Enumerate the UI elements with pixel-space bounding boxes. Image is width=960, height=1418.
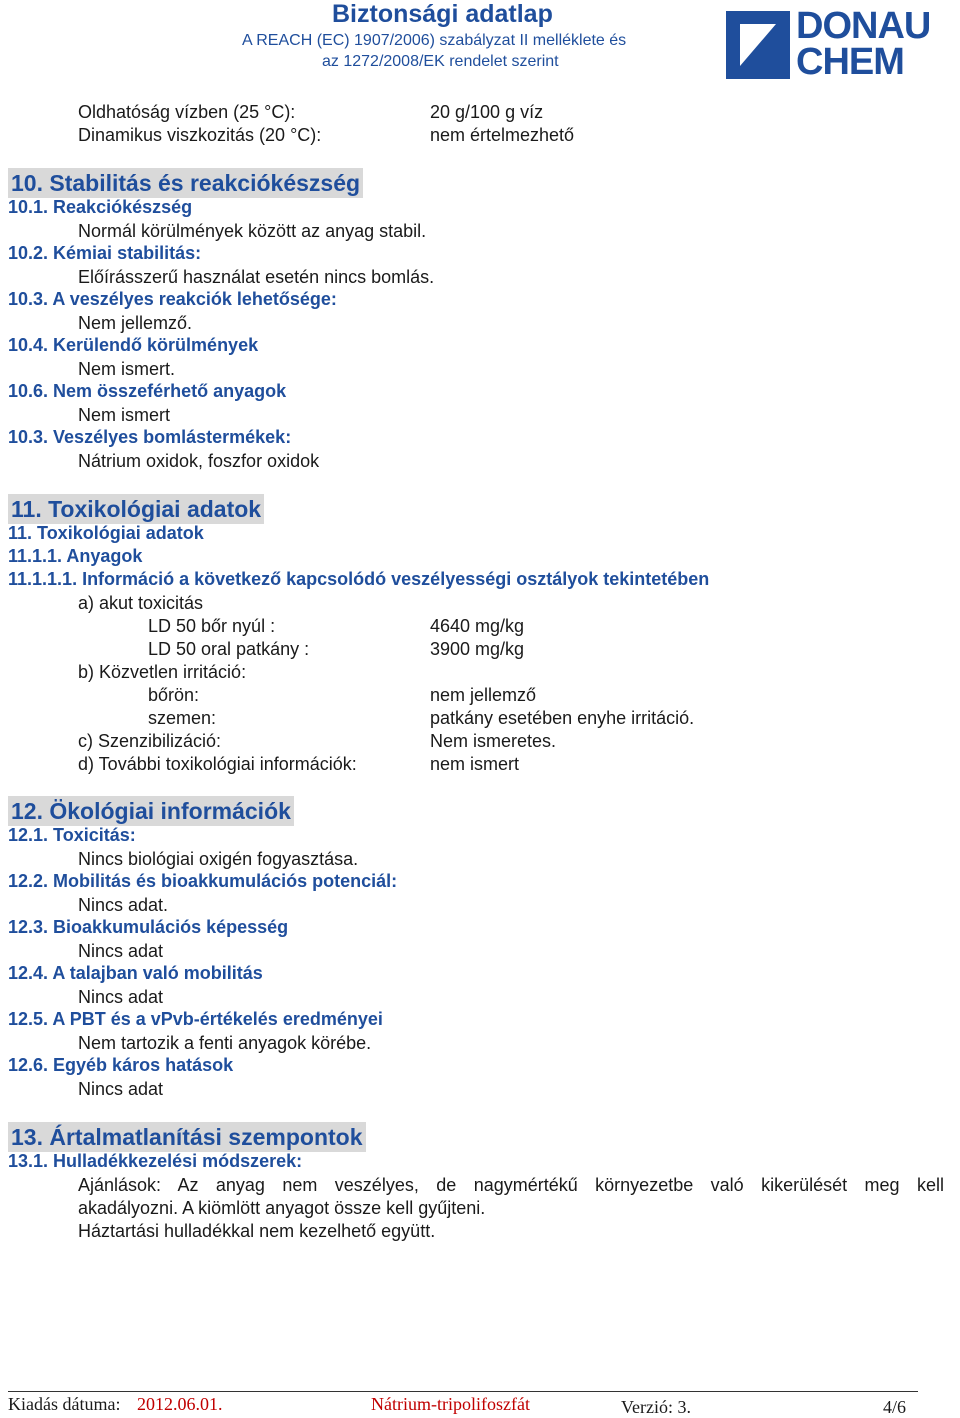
subsection-text: Nincs adat xyxy=(78,941,164,961)
subsection-heading: 10.6. Nem összeférhető anyagok xyxy=(8,381,287,401)
logo-text-1: DONAU xyxy=(796,5,931,47)
section-heading-11: 11. Toxikológiai adatok xyxy=(8,494,264,524)
tox-value: nem ismert xyxy=(430,754,520,774)
tox-value: 3900 mg/kg xyxy=(430,639,525,659)
section-heading-13: 13. Ártalmatlanítási szempontok xyxy=(8,1122,366,1152)
tox-value: nem jellemző xyxy=(430,685,537,705)
subsection-text: Nem tartozik a fenti anyagok körébe. xyxy=(78,1033,372,1053)
tox-label: d) További toxikológiai információk: xyxy=(78,754,357,774)
subsection-text: Nem ismert. xyxy=(78,359,176,379)
subsection-text: Nincs adat xyxy=(78,987,164,1007)
logo-text-2: CHEM xyxy=(796,41,904,83)
document-title: Biztonsági adatlap xyxy=(332,0,553,28)
property-value: 20 g/100 g víz xyxy=(430,102,544,122)
subsection-text: Nátrium oxidok, foszfor oxidok xyxy=(78,451,320,471)
product-name: Nátrium-tripolifoszfát xyxy=(371,1394,530,1414)
subsection-heading: 10.1. Reakciókészség xyxy=(8,197,193,217)
subsection-heading: 12.5. A PBT és a vPvb-értékelés eredményei xyxy=(8,1009,383,1029)
subsection-heading: 10.4. Kerülendő körülmények xyxy=(8,335,259,355)
subsection-text: Normál körülmények között az anyag stabil. xyxy=(78,221,427,241)
tox-label: LD 50 oral patkány : xyxy=(148,639,310,659)
tox-label: c) Szenzibilizáció: xyxy=(78,731,222,751)
subsection-text: Nem jellemző. xyxy=(78,313,193,333)
subsection-heading: 12.1. Toxicitás: xyxy=(8,825,136,845)
subsection-heading: 12.6. Egyéb káros hatások xyxy=(8,1055,234,1075)
property-label: Oldhatóság vízben (25 °C): xyxy=(78,102,296,122)
subsection-heading: 11. Toxikológiai adatok xyxy=(8,523,204,543)
property-label: Dinamikus viszkozitás (20 °C): xyxy=(78,125,322,145)
version: Verzió: 3. xyxy=(621,1397,691,1417)
subsection-text: Nincs adat xyxy=(78,1079,164,1099)
tox-value: patkány esetében enyhe irritáció. xyxy=(430,708,695,728)
header-subtitle-1: A REACH (EC) 1907/2006) szabályzat II melléklete és xyxy=(242,32,627,49)
property-value: nem értelmezhető xyxy=(430,125,575,145)
disposal-text-line-2: akadályozni. A kiömlött anyagot össze kell gyűjteni. xyxy=(78,1198,486,1218)
subsection-heading: 10.3. Veszélyes bomlástermékek: xyxy=(8,427,292,447)
issue-date: 2012.06.01. xyxy=(137,1394,223,1414)
subsection-heading: 12.2. Mobilitás és bioakkumulációs potenciál: xyxy=(8,871,398,891)
footer-divider xyxy=(8,1391,918,1392)
issue-date-label: Kiadás dátuma: xyxy=(8,1394,121,1414)
header-subtitle-2: az 1272/2008/EK rendelet szerint xyxy=(322,53,559,70)
tox-label: b) Közvetlen irritáció: xyxy=(78,662,247,682)
tox-label: LD 50 bőr nyúl : xyxy=(148,616,276,636)
subsection-heading: 10.3. A veszélyes reakciók lehetősége: xyxy=(8,289,337,309)
section-heading-10: 10. Stabilitás és reakciókészség xyxy=(8,168,363,198)
tox-label: szemen: xyxy=(148,708,217,728)
tox-value: Nem ismeretes. xyxy=(430,731,557,751)
subsection-heading: 10.2. Kémiai stabilitás: xyxy=(8,243,202,263)
disposal-text-line-1: Ajánlások: Az anyag nem veszélyes, de nagymértékű környezetbe való kikerülését meg kell xyxy=(78,1175,944,1195)
subsection-heading: 11.1.1. Anyagok xyxy=(8,546,143,566)
disposal-text-line-3: Háztartási hulladékkal nem kezelhető együtt. xyxy=(78,1221,436,1241)
subsection-heading: 13.1. Hulladékkezelési módszerek: xyxy=(8,1151,303,1171)
subsection-text: Nem ismert xyxy=(78,405,171,425)
subsection-heading: 11.1.1.1. Információ a következő kapcsolódó veszélyességi osztályok tekintetében xyxy=(8,569,710,589)
tox-value: 4640 mg/kg xyxy=(430,616,525,636)
page-number: 4/6 xyxy=(883,1397,907,1417)
subsection-text: Nincs biológiai oxigén fogyasztása. xyxy=(78,849,359,869)
tox-label: bőrön: xyxy=(148,685,200,705)
subsection-heading: 12.3. Bioakkumulációs képesség xyxy=(8,917,289,937)
subsection-text: Előírásszerű használat esetén nincs bomlás. xyxy=(78,267,435,287)
subsection-heading: 12.4. A talajban való mobilitás xyxy=(8,963,263,983)
tox-label: a) akut toxicitás xyxy=(78,593,204,613)
section-heading-12: 12. Ökológiai információk xyxy=(8,796,294,826)
subsection-text: Nincs adat. xyxy=(78,895,169,915)
